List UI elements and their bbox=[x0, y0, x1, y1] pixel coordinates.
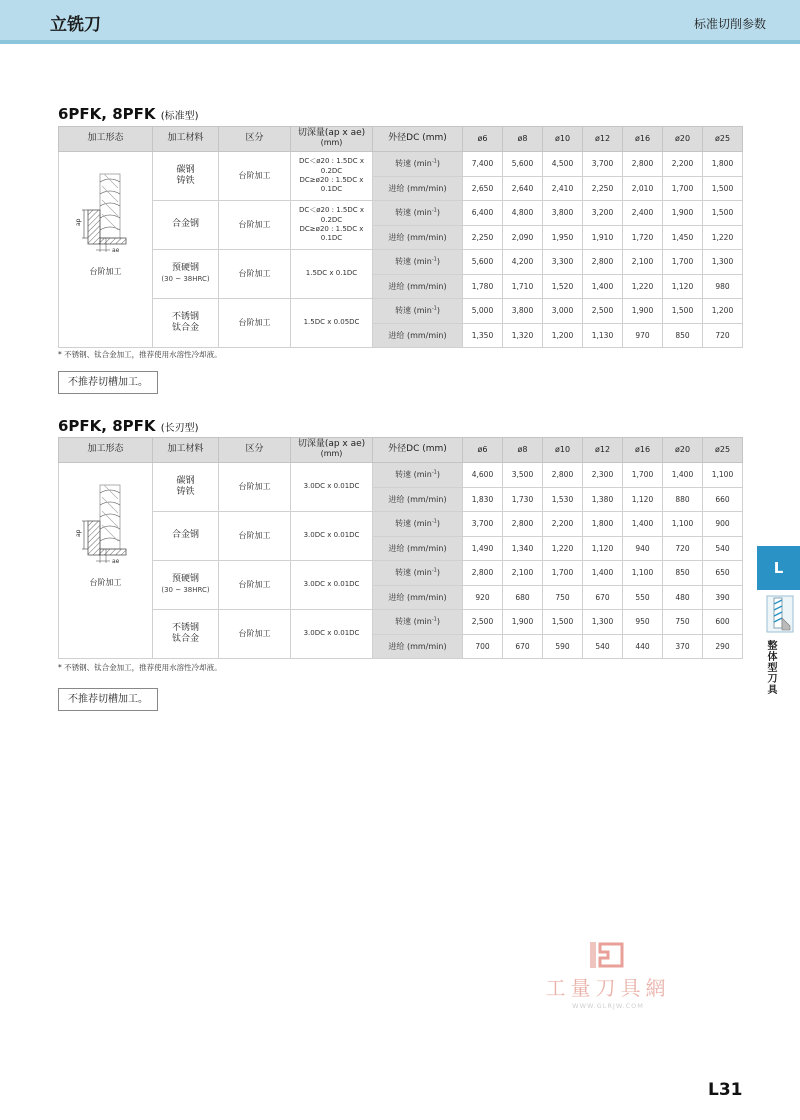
feed-value: 540 bbox=[703, 536, 743, 561]
feed-value: 1,130 bbox=[583, 323, 623, 348]
slotting-warning: 不推荐切槽加工。 bbox=[58, 688, 158, 711]
feed-value: 1,120 bbox=[663, 274, 703, 299]
ae-label: ae bbox=[111, 558, 119, 565]
speed-value: 2,200 bbox=[663, 152, 703, 177]
feed-value: 940 bbox=[623, 536, 663, 561]
material-cell bbox=[153, 152, 219, 201]
col-header-diameter: ø16 bbox=[623, 127, 663, 152]
speed-label bbox=[373, 512, 463, 537]
speed-label-text: 转速 (min bbox=[395, 257, 432, 267]
section-title-long bbox=[58, 417, 199, 435]
feed-value: 1,320 bbox=[503, 323, 543, 348]
speed-value: 5,000 bbox=[463, 299, 503, 324]
feed-value: 670 bbox=[583, 585, 623, 610]
col-header-diameter: ø8 bbox=[503, 438, 543, 463]
speed-label bbox=[373, 561, 463, 586]
table-row-speed bbox=[59, 201, 743, 226]
speed-value: 1,500 bbox=[703, 201, 743, 226]
table-row-speed bbox=[59, 299, 743, 324]
cut-depth-text: 3.0DC x 0.01DC bbox=[303, 629, 360, 638]
speed-value: 1,400 bbox=[583, 561, 623, 586]
speed-value: 950 bbox=[623, 610, 663, 635]
section-title-standard bbox=[58, 105, 199, 123]
speed-label-close: ) bbox=[436, 306, 440, 316]
feed-value: 1,400 bbox=[583, 274, 623, 299]
speed-value: 1,900 bbox=[623, 299, 663, 324]
feed-value: 1,220 bbox=[703, 225, 743, 250]
material-name: 铸铁 bbox=[176, 176, 195, 186]
step-milling-diagram-icon bbox=[74, 483, 138, 575]
feed-value: 590 bbox=[543, 634, 583, 659]
speed-value: 4,600 bbox=[463, 463, 503, 488]
feed-value: 2,250 bbox=[583, 176, 623, 201]
feed-value: 670 bbox=[503, 634, 543, 659]
col-header-division: 区分 bbox=[219, 127, 291, 152]
speed-value: 5,600 bbox=[463, 250, 503, 275]
cut-depth-text: DC≥ø20 : 1.5DC x 0.1DC bbox=[299, 225, 364, 243]
feed-value: 970 bbox=[623, 323, 663, 348]
feed-value: 850 bbox=[663, 323, 703, 348]
cut-depth-cell bbox=[291, 561, 373, 610]
speed-label-sup: -1 bbox=[431, 158, 437, 165]
chapter-tab-l[interactable]: L bbox=[757, 546, 800, 590]
cut-depth-cell bbox=[291, 512, 373, 561]
speed-label bbox=[373, 610, 463, 635]
material-name: 合金钢 bbox=[171, 219, 199, 230]
feed-label: 进给 (mm/min) bbox=[373, 274, 463, 299]
speed-value: 600 bbox=[703, 610, 743, 635]
col-header-material: 加工材料 bbox=[153, 438, 219, 463]
speed-label bbox=[373, 250, 463, 275]
speed-value: 2,800 bbox=[503, 512, 543, 537]
depth-header-unit: (mm) bbox=[320, 449, 343, 458]
col-header-diameter: ø6 bbox=[463, 127, 503, 152]
speed-value: 1,900 bbox=[663, 201, 703, 226]
cut-depth-text: 3.0DC x 0.01DC bbox=[303, 531, 360, 540]
feed-value: 290 bbox=[703, 634, 743, 659]
material-hardness: (30 ~ 38HRC) bbox=[161, 586, 210, 594]
feed-value: 1,120 bbox=[623, 487, 663, 512]
col-header-diameter: ø12 bbox=[583, 127, 623, 152]
col-header-depth bbox=[291, 127, 373, 152]
feed-value: 2,010 bbox=[623, 176, 663, 201]
table-row-speed bbox=[59, 512, 743, 537]
feed-label: 进给 (mm/min) bbox=[373, 487, 463, 512]
feed-label: 进给 (mm/min) bbox=[373, 323, 463, 348]
feed-value: 2,640 bbox=[503, 176, 543, 201]
speed-label-sup: -1 bbox=[431, 518, 437, 525]
ae-label: ae bbox=[111, 247, 119, 254]
feed-value: 720 bbox=[703, 323, 743, 348]
feed-value: 2,250 bbox=[463, 225, 503, 250]
speed-value: 650 bbox=[703, 561, 743, 586]
slotting-warning: 不推荐切槽加工。 bbox=[58, 371, 158, 394]
speed-value: 1,200 bbox=[703, 299, 743, 324]
speed-value: 1,300 bbox=[703, 250, 743, 275]
speed-value: 2,800 bbox=[463, 561, 503, 586]
speed-label-close: ) bbox=[436, 568, 440, 578]
speed-value: 1,500 bbox=[543, 610, 583, 635]
speed-label-close: ) bbox=[436, 257, 440, 267]
watermark-url: WWW.GLRJW.COM bbox=[572, 1002, 644, 1010]
speed-label-close: ) bbox=[436, 208, 440, 218]
feed-label: 进给 (mm/min) bbox=[373, 585, 463, 610]
feed-value: 720 bbox=[663, 536, 703, 561]
col-header-shape: 加工形态 bbox=[59, 127, 153, 152]
speed-label bbox=[373, 152, 463, 177]
section-title-sub: (标准型) bbox=[160, 111, 199, 122]
division-cell: 台阶加工 bbox=[219, 152, 291, 201]
material-name: 铸铁 bbox=[176, 487, 195, 497]
col-header-diameter: ø6 bbox=[463, 438, 503, 463]
page-subtitle: 标准切削参数 bbox=[693, 17, 766, 31]
col-header-material: 加工材料 bbox=[153, 127, 219, 152]
feed-label: 进给 (mm/min) bbox=[373, 536, 463, 561]
speed-label-close: ) bbox=[436, 617, 440, 627]
feed-value: 370 bbox=[663, 634, 703, 659]
col-header-depth bbox=[291, 438, 373, 463]
division-cell: 台阶加工 bbox=[219, 512, 291, 561]
col-header-diameter: ø16 bbox=[623, 438, 663, 463]
speed-value: 6,400 bbox=[463, 201, 503, 226]
speed-value: 1,800 bbox=[703, 152, 743, 177]
cut-depth-text: DC≥ø20 : 1.5DC x 0.1DC bbox=[299, 176, 364, 194]
coolant-note: * 不锈钢、钛合金加工，推荐使用水溶性冷却液。 bbox=[58, 350, 222, 359]
machining-shape-cell bbox=[59, 152, 153, 348]
speed-value: 3,800 bbox=[503, 299, 543, 324]
feed-value: 680 bbox=[503, 585, 543, 610]
speed-label-close: ) bbox=[436, 159, 440, 169]
shape-caption: 台阶加工 bbox=[89, 267, 122, 276]
division-cell: 台阶加工 bbox=[219, 561, 291, 610]
speed-value: 900 bbox=[703, 512, 743, 537]
cut-depth-text: 1.5DC x 0.1DC bbox=[305, 269, 358, 278]
speed-label-sup: -1 bbox=[431, 567, 437, 574]
watermark bbox=[538, 940, 678, 1010]
col-header-diameter: ø25 bbox=[703, 438, 743, 463]
col-header-diameter: ø20 bbox=[663, 127, 703, 152]
speed-value: 4,500 bbox=[543, 152, 583, 177]
speed-label-sup: -1 bbox=[431, 305, 437, 312]
speed-label-sup: -1 bbox=[431, 469, 437, 476]
feed-value: 1,220 bbox=[623, 274, 663, 299]
speed-value: 1,400 bbox=[623, 512, 663, 537]
speed-value: 1,700 bbox=[543, 561, 583, 586]
speed-value: 5,600 bbox=[503, 152, 543, 177]
speed-value: 3,200 bbox=[583, 201, 623, 226]
material-cell bbox=[153, 463, 219, 512]
speed-label-text: 转速 (min bbox=[395, 470, 432, 480]
speed-label-sup: -1 bbox=[431, 207, 437, 214]
speed-value: 2,300 bbox=[583, 463, 623, 488]
speed-value: 2,800 bbox=[623, 152, 663, 177]
feed-value: 1,780 bbox=[463, 274, 503, 299]
speed-value: 2,400 bbox=[623, 201, 663, 226]
material-name: 预硬钢 bbox=[171, 262, 199, 273]
material-name: 钛合金 bbox=[171, 323, 199, 333]
chapter-label: 整体型刀具 bbox=[765, 640, 776, 695]
speed-value: 2,100 bbox=[623, 250, 663, 275]
cut-depth-cell bbox=[291, 299, 373, 348]
col-header-diameter: ø10 bbox=[543, 127, 583, 152]
speed-label-text: 转速 (min bbox=[395, 159, 432, 169]
table-row-speed bbox=[59, 610, 743, 635]
speed-value: 2,800 bbox=[583, 250, 623, 275]
speed-value: 3,000 bbox=[543, 299, 583, 324]
division-cell: 台阶加工 bbox=[219, 463, 291, 512]
speed-label bbox=[373, 201, 463, 226]
material-cell bbox=[153, 250, 219, 299]
speed-value: 4,800 bbox=[503, 201, 543, 226]
feed-value: 1,830 bbox=[463, 487, 503, 512]
speed-label bbox=[373, 299, 463, 324]
feed-value: 2,090 bbox=[503, 225, 543, 250]
page-title: 立铣刀 bbox=[50, 15, 101, 35]
feed-value: 440 bbox=[623, 634, 663, 659]
speed-value: 1,300 bbox=[583, 610, 623, 635]
ap-label: ap bbox=[74, 529, 82, 537]
feed-value: 980 bbox=[703, 274, 743, 299]
feed-value: 540 bbox=[583, 634, 623, 659]
solid-endmill-icon bbox=[764, 594, 796, 634]
cut-depth-cell bbox=[291, 201, 373, 250]
coolant-note: * 不锈钢、钛合金加工，推荐使用水溶性冷却液。 bbox=[58, 663, 222, 672]
feed-label: 进给 (mm/min) bbox=[373, 634, 463, 659]
material-name: 不锈钢 bbox=[171, 311, 199, 322]
table-header-row bbox=[59, 438, 743, 463]
feed-value: 1,950 bbox=[543, 225, 583, 250]
speed-value: 1,500 bbox=[663, 299, 703, 324]
cut-depth-cell bbox=[291, 152, 373, 201]
watermark-logo-icon bbox=[588, 940, 628, 970]
speed-label bbox=[373, 463, 463, 488]
col-header-diameter: ø10 bbox=[543, 438, 583, 463]
speed-value: 850 bbox=[663, 561, 703, 586]
speed-value: 7,400 bbox=[463, 152, 503, 177]
table-row-speed bbox=[59, 250, 743, 275]
material-name: 不锈钢 bbox=[171, 622, 199, 633]
col-header-division: 区分 bbox=[219, 438, 291, 463]
page-number: L31 bbox=[708, 1080, 743, 1100]
feed-value: 920 bbox=[463, 585, 503, 610]
cut-depth-text: 3.0DC x 0.01DC bbox=[303, 482, 360, 491]
cut-depth-cell bbox=[291, 250, 373, 299]
speed-value: 2,500 bbox=[463, 610, 503, 635]
col-header-diameter: ø8 bbox=[503, 127, 543, 152]
cut-depth-text: DC＜ø20 : 1.5DC x 0.2DC bbox=[298, 206, 365, 224]
section-title-text: 6PFK, 8PFK bbox=[58, 105, 156, 123]
table-row-speed bbox=[59, 152, 743, 177]
speed-value: 2,100 bbox=[503, 561, 543, 586]
speed-label-text: 转速 (min bbox=[395, 617, 432, 627]
feed-value: 1,350 bbox=[463, 323, 503, 348]
material-name: 预硬钢 bbox=[171, 573, 199, 584]
speed-label-sup: -1 bbox=[431, 256, 437, 263]
feed-value: 1,520 bbox=[543, 274, 583, 299]
material-name: 合金钢 bbox=[171, 530, 199, 541]
material-name: 钛合金 bbox=[171, 634, 199, 644]
feed-value: 1,710 bbox=[503, 274, 543, 299]
feed-value: 1,200 bbox=[543, 323, 583, 348]
speed-value: 4,200 bbox=[503, 250, 543, 275]
machining-shape-cell bbox=[59, 463, 153, 659]
feed-value: 660 bbox=[703, 487, 743, 512]
speed-value: 1,100 bbox=[663, 512, 703, 537]
speed-label-text: 转速 (min bbox=[395, 306, 432, 316]
speed-label-close: ) bbox=[436, 519, 440, 529]
speed-value: 3,500 bbox=[503, 463, 543, 488]
col-header-diameter: ø20 bbox=[663, 438, 703, 463]
col-header-diameter: ø12 bbox=[583, 438, 623, 463]
speed-label-sup: -1 bbox=[431, 616, 437, 623]
depth-header-unit: (mm) bbox=[320, 138, 343, 147]
feed-value: 1,120 bbox=[583, 536, 623, 561]
feed-value: 550 bbox=[623, 585, 663, 610]
material-cell bbox=[153, 201, 219, 250]
cutting-params-table-standard bbox=[58, 126, 743, 348]
speed-value: 1,100 bbox=[623, 561, 663, 586]
shape-caption: 台阶加工 bbox=[89, 578, 122, 587]
material-name: 碳钢 bbox=[176, 164, 195, 175]
speed-value: 1,800 bbox=[583, 512, 623, 537]
feed-value: 1,500 bbox=[703, 176, 743, 201]
speed-value: 750 bbox=[663, 610, 703, 635]
cut-depth-text: 3.0DC x 0.01DC bbox=[303, 580, 360, 589]
feed-value: 1,720 bbox=[623, 225, 663, 250]
feed-value: 700 bbox=[463, 634, 503, 659]
feed-value: 1,530 bbox=[543, 487, 583, 512]
col-header-dc: 外径DC (mm) bbox=[373, 438, 463, 463]
material-cell bbox=[153, 299, 219, 348]
feed-value: 1,340 bbox=[503, 536, 543, 561]
feed-value: 1,450 bbox=[663, 225, 703, 250]
speed-label-close: ) bbox=[436, 470, 440, 480]
material-cell bbox=[153, 610, 219, 659]
cut-depth-cell bbox=[291, 463, 373, 512]
speed-value: 1,100 bbox=[703, 463, 743, 488]
feed-value: 2,650 bbox=[463, 176, 503, 201]
step-milling-diagram-icon bbox=[74, 172, 138, 264]
material-cell bbox=[153, 512, 219, 561]
depth-header-text: 切深量(ap x ae) bbox=[297, 439, 366, 450]
speed-value: 1,700 bbox=[623, 463, 663, 488]
speed-value: 1,400 bbox=[663, 463, 703, 488]
speed-value: 1,900 bbox=[503, 610, 543, 635]
feed-value: 1,220 bbox=[543, 536, 583, 561]
ap-label: ap bbox=[74, 218, 82, 226]
table-header-row bbox=[59, 127, 743, 152]
feed-label: 进给 (mm/min) bbox=[373, 225, 463, 250]
speed-value: 2,500 bbox=[583, 299, 623, 324]
cut-depth-text: 1.5DC x 0.05DC bbox=[303, 318, 360, 327]
speed-label-text: 转速 (min bbox=[395, 519, 432, 529]
material-cell bbox=[153, 561, 219, 610]
speed-label-text: 转速 (min bbox=[395, 568, 432, 578]
feed-value: 750 bbox=[543, 585, 583, 610]
speed-value: 1,700 bbox=[663, 250, 703, 275]
section-title-sub: (长刃型) bbox=[160, 423, 199, 434]
table-row-speed bbox=[59, 561, 743, 586]
feed-value: 1,490 bbox=[463, 536, 503, 561]
col-header-diameter: ø25 bbox=[703, 127, 743, 152]
watermark-name: 工量刀具網 bbox=[545, 976, 671, 1000]
col-header-shape: 加工形态 bbox=[59, 438, 153, 463]
speed-value: 2,800 bbox=[543, 463, 583, 488]
col-header-dc: 外径DC (mm) bbox=[373, 127, 463, 152]
feed-value: 1,910 bbox=[583, 225, 623, 250]
feed-value: 1,730 bbox=[503, 487, 543, 512]
speed-value: 3,700 bbox=[583, 152, 623, 177]
feed-value: 880 bbox=[663, 487, 703, 512]
table-row-speed bbox=[59, 463, 743, 488]
feed-label: 进给 (mm/min) bbox=[373, 176, 463, 201]
speed-value: 3,300 bbox=[543, 250, 583, 275]
feed-value: 1,700 bbox=[663, 176, 703, 201]
cutting-params-table-long bbox=[58, 437, 743, 659]
feed-value: 480 bbox=[663, 585, 703, 610]
division-cell: 台阶加工 bbox=[219, 250, 291, 299]
page-header bbox=[0, 0, 800, 44]
material-hardness: (30 ~ 38HRC) bbox=[161, 275, 210, 283]
cut-depth-text: DC＜ø20 : 1.5DC x 0.2DC bbox=[298, 157, 365, 175]
division-cell: 台阶加工 bbox=[219, 201, 291, 250]
division-cell: 台阶加工 bbox=[219, 299, 291, 348]
speed-label-text: 转速 (min bbox=[395, 208, 432, 218]
feed-value: 1,380 bbox=[583, 487, 623, 512]
speed-value: 3,800 bbox=[543, 201, 583, 226]
depth-header-text: 切深量(ap x ae) bbox=[297, 128, 366, 139]
feed-value: 2,410 bbox=[543, 176, 583, 201]
speed-value: 2,200 bbox=[543, 512, 583, 537]
division-cell: 台阶加工 bbox=[219, 610, 291, 659]
speed-value: 3,700 bbox=[463, 512, 503, 537]
section-title-text: 6PFK, 8PFK bbox=[58, 417, 156, 435]
cut-depth-cell bbox=[291, 610, 373, 659]
feed-value: 390 bbox=[703, 585, 743, 610]
material-name: 碳钢 bbox=[176, 475, 195, 486]
